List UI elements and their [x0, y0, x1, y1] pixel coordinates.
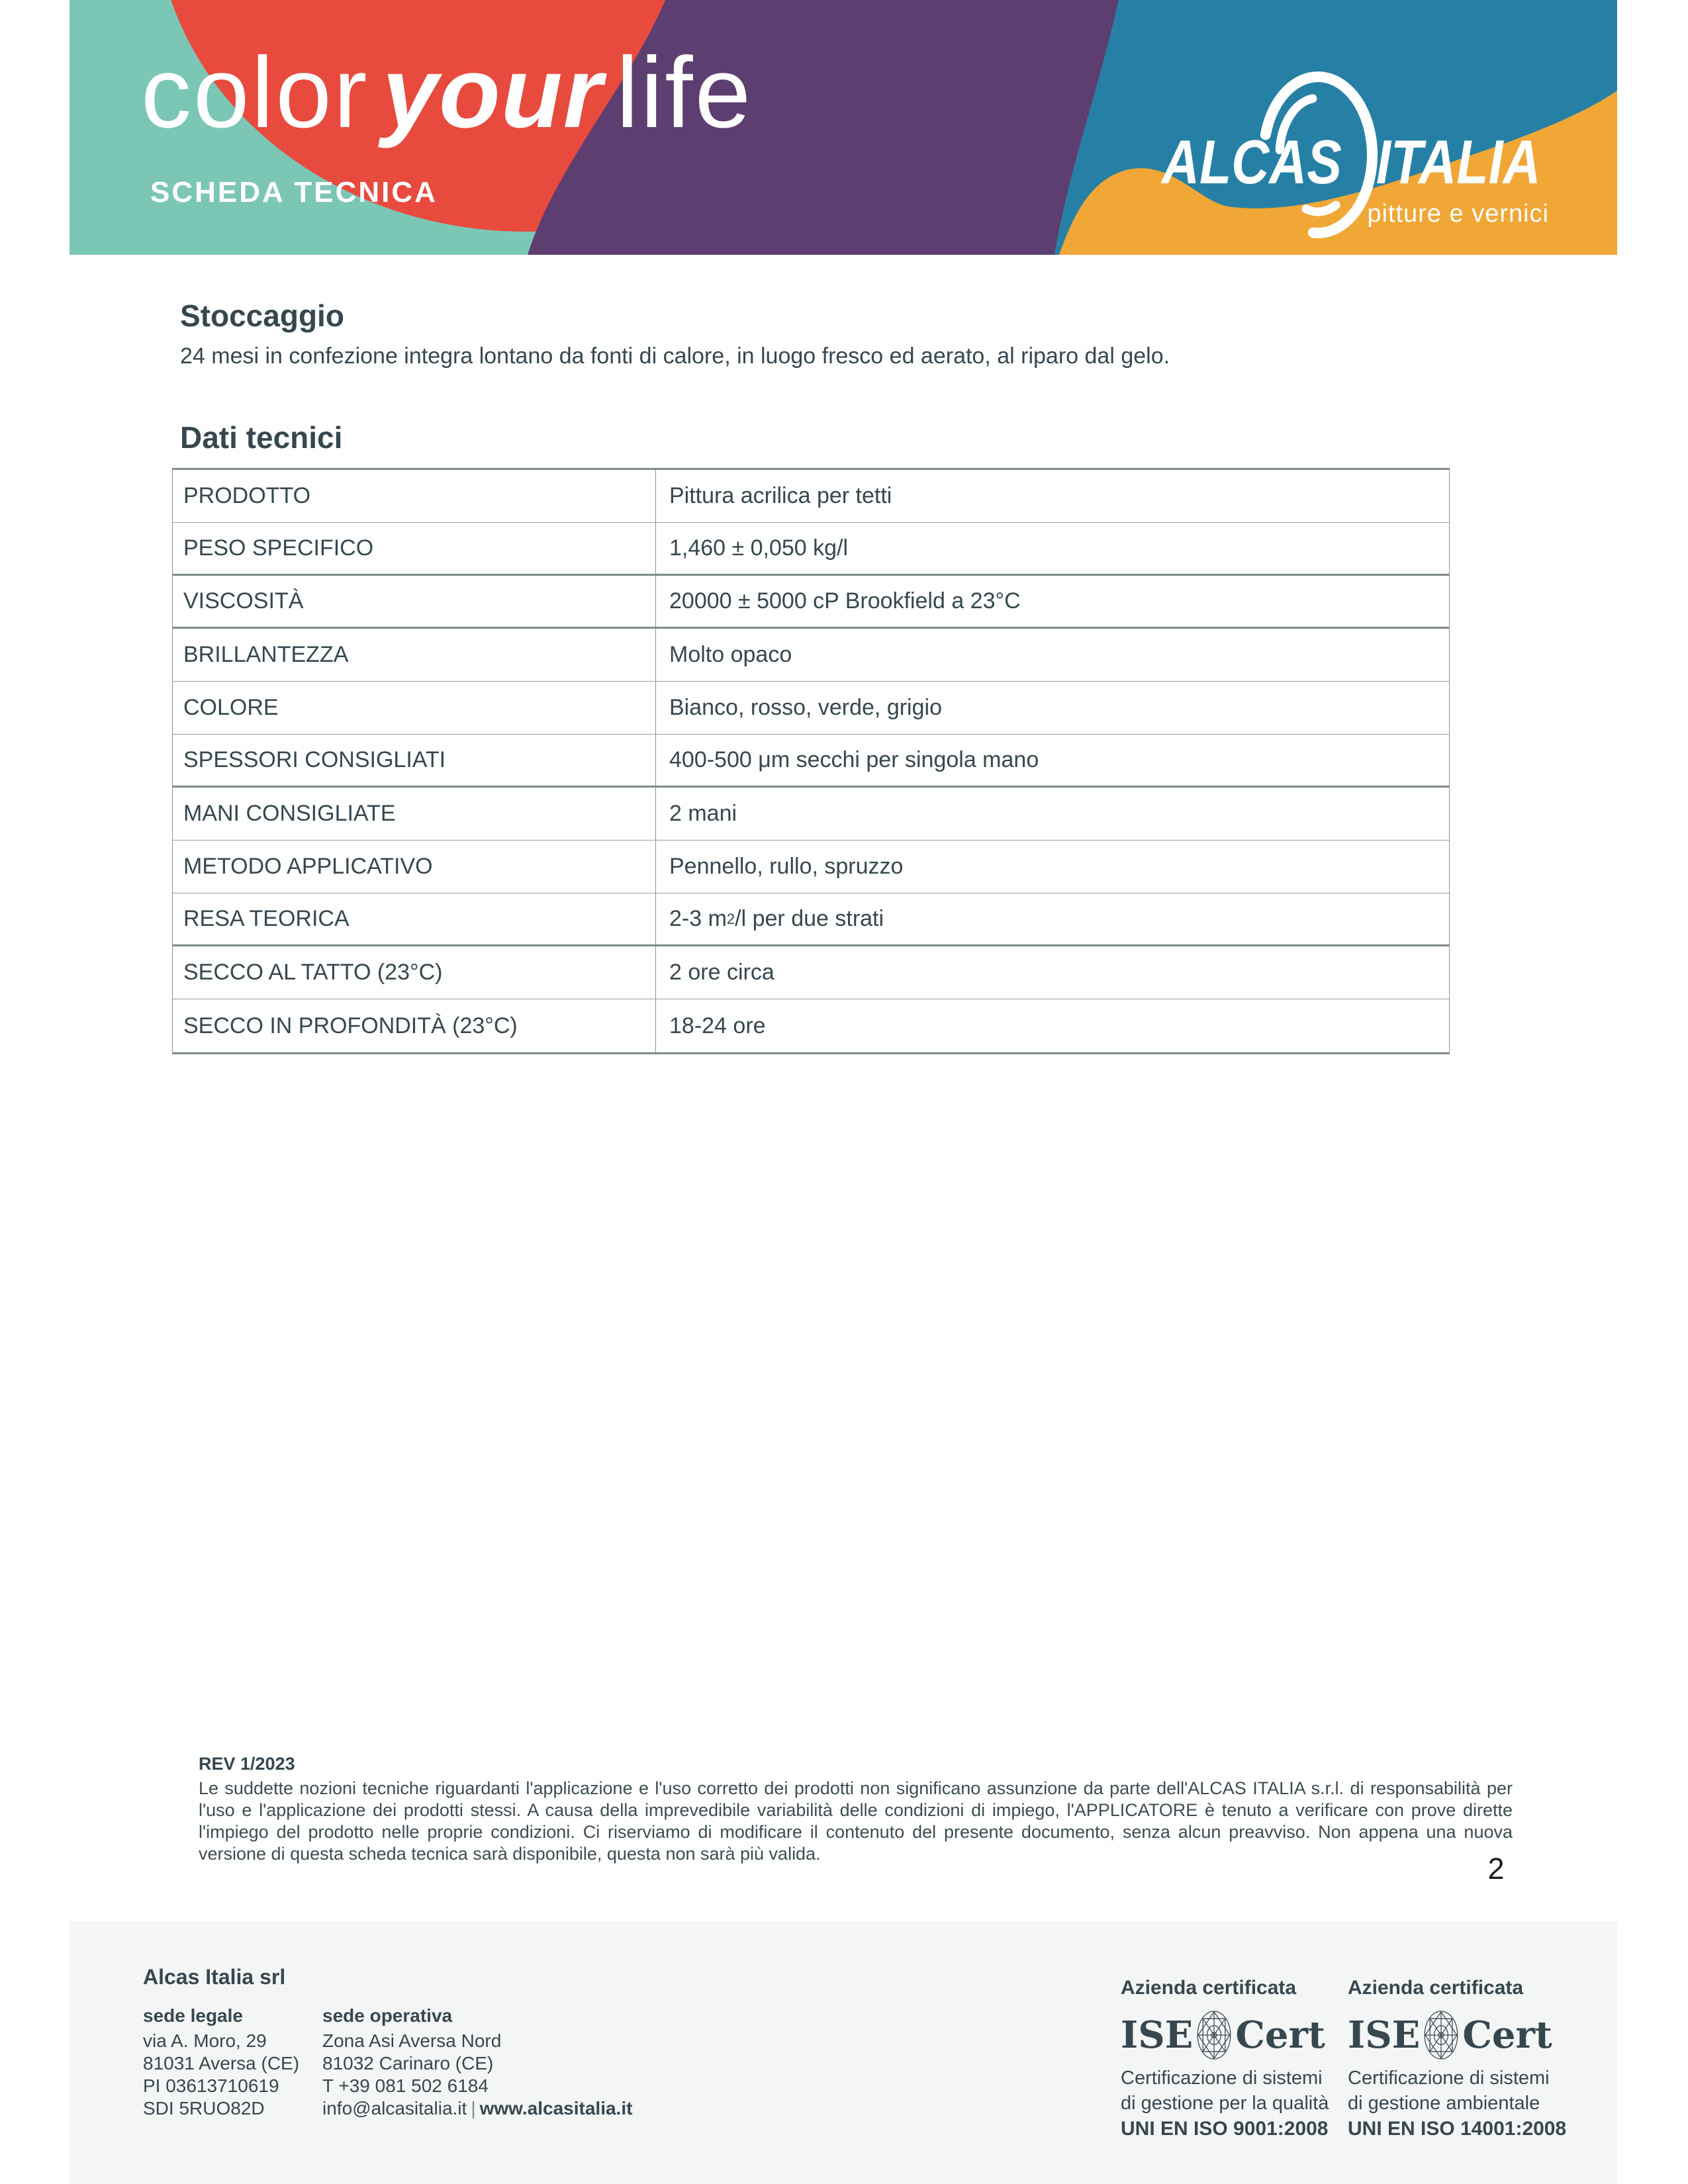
row-value: Molto opaco — [669, 642, 792, 667]
isecert-rosette-icon — [1415, 2006, 1468, 2064]
technical-data-table — [172, 468, 1450, 1054]
row-label: SECCO IN PROFONDITÀ (23°C) — [173, 999, 656, 1052]
table-row — [173, 523, 1449, 576]
certification-heading: Azienda certificata — [1348, 1977, 1524, 1999]
table-row — [173, 946, 1449, 999]
document-type-title: SCHEDA TECNICA — [150, 176, 438, 208]
registered-office-block — [143, 2005, 299, 2120]
table-row — [173, 999, 1449, 1052]
address-line: 81031 Aversa (CE) — [143, 2053, 300, 2073]
row-label: PRODOTTO — [173, 470, 656, 522]
table-row — [173, 735, 1449, 788]
certification-line: Certificazione di sistemi — [1121, 2068, 1323, 2089]
tagline-word-life: life — [616, 36, 753, 149]
address-line: via A. Moro, 29 — [143, 2030, 267, 2051]
row-value: Bianco, rosso, verde, grigio — [669, 695, 942, 720]
tagline-word-your: your — [382, 36, 603, 149]
isecert-rosette-icon — [1188, 2006, 1241, 2064]
certification-line: Certificazione di sistemi — [1348, 2068, 1550, 2089]
registered-office-title: sede legale — [143, 2005, 243, 2026]
section-title-stoccaggio: Stoccaggio — [180, 298, 344, 333]
company-name: Alcas Italia srl — [143, 1965, 286, 1989]
page-number: 2 — [1487, 1852, 1505, 1886]
certification-block-quality — [1121, 1977, 1366, 2142]
logo-text-italia: ITALIA — [1376, 127, 1541, 197]
row-value: Pittura acrilica per tetti — [669, 483, 892, 508]
brand-tagline — [141, 36, 753, 149]
row-value: Pennello, rullo, spruzzo — [669, 854, 904, 879]
row-label: SECCO AL TATTO (23°C) — [173, 946, 656, 999]
separator: | — [471, 2098, 476, 2118]
tagline-word-color: color — [141, 36, 369, 149]
operational-office-block — [322, 2005, 632, 2120]
page-footer — [70, 1921, 1617, 2184]
page-header-banner — [70, 0, 1617, 255]
row-value: 2-3 m 2 /l per due strati — [669, 906, 884, 931]
certification-heading: Azienda certificata — [1121, 1977, 1297, 1999]
stoccaggio-paragraph: 24 mesi in confezione integra lontano da fonti di calore, in luogo fresco ed aerato, al riparo dal gelo. — [180, 343, 1170, 369]
row-value: 400-500 μm secchi per singola mano — [669, 747, 1039, 772]
row-label: METODO APPLICATIVO — [173, 841, 656, 893]
website-link[interactable]: www.alcasitalia.it — [479, 2098, 633, 2118]
logo-text-alcas: ALCAS — [1162, 127, 1342, 197]
row-label: PESO SPECIFICO — [173, 523, 656, 574]
value-text: 2-3 m — [669, 906, 727, 931]
isecert-logo-right-text: Cert — [1462, 2013, 1552, 2057]
sdi-code: SDI 5RUO82D — [143, 2098, 265, 2118]
row-label: SPESSORI CONSIGLIATI — [173, 735, 656, 786]
table-row — [173, 629, 1449, 682]
row-label: COLORE — [173, 682, 656, 734]
certification-block-environment — [1348, 1977, 1593, 2142]
contact-line — [322, 2097, 632, 2120]
row-value: 18-24 ore — [669, 1013, 766, 1038]
isecert-logo-right-text: Cert — [1235, 2013, 1325, 2057]
row-label: RESA TEORICA — [173, 893, 656, 944]
address-line: Zona Asi Aversa Nord — [322, 2030, 502, 2051]
row-value: 1,460 ± 0,050 kg/l — [669, 535, 849, 561]
operational-office-title: sede operativa — [322, 2005, 453, 2026]
table-row — [173, 576, 1449, 629]
address-line: 81032 Carinaro (CE) — [322, 2053, 494, 2073]
legal-disclaimer: Le suddette nozioni tecniche riguardanti l'applicazione e l'uso corretto dei prodotti non significano assunzione da parte dell'ALCAS ITALIA s.r.l. di responsabilità per l'uso e l'applicazione dei prodotti stessi. A causa della imprevedibile variabilità delle condizioni di impiego, l'APPLICATORE è tenuto a verificare con prove dirette l'impiego del prodotto nelle proprie condizioni. Ci riserviamo di modificare il contenuto del presente documento, senza alcun preavviso. Non appena una nuova versione di questa scheda tecnica sarà disponibile, questa non sarà più valida. — [199, 1778, 1513, 1864]
isecert-logo-left-text: ISE — [1348, 2013, 1421, 2057]
vat-number: PI 03613710619 — [143, 2075, 279, 2096]
table-row — [173, 893, 1449, 946]
table-row — [173, 682, 1449, 735]
row-label: MANI CONSIGLIATE — [173, 788, 656, 840]
email-link[interactable]: info@alcasitalia.it — [322, 2098, 467, 2118]
certification-line: di gestione ambientale — [1348, 2093, 1540, 2114]
section-title-dati-tecnici: Dati tecnici — [180, 420, 343, 455]
row-value: 20000 ± 5000 cP Brookfield a 23°C — [669, 588, 1021, 614]
revision-label: REV 1/2023 — [199, 1754, 295, 1774]
value-text: /l per due strati — [735, 906, 884, 931]
certification-line: di gestione per la qualità — [1121, 2093, 1329, 2114]
row-label: BRILLANTEZZA — [173, 629, 656, 681]
certification-standard: UNI EN ISO 9001:2008 — [1121, 2118, 1329, 2140]
row-label: VISCOSITÀ — [173, 576, 656, 627]
table-row — [173, 788, 1449, 841]
phone-number: T +39 081 502 6184 — [322, 2075, 489, 2096]
isecert-logo — [1121, 2005, 1366, 2066]
certification-standard: UNI EN ISO 14001:2008 — [1348, 2118, 1567, 2140]
isecert-logo-left-text: ISE — [1121, 2013, 1194, 2057]
row-value: 2 mani — [669, 801, 737, 826]
table-row — [173, 841, 1449, 893]
row-value: 2 ore circa — [669, 960, 774, 985]
table-row — [173, 470, 1449, 523]
logo-tagline: pitture e vernici — [1367, 200, 1549, 228]
isecert-logo — [1348, 2005, 1593, 2066]
